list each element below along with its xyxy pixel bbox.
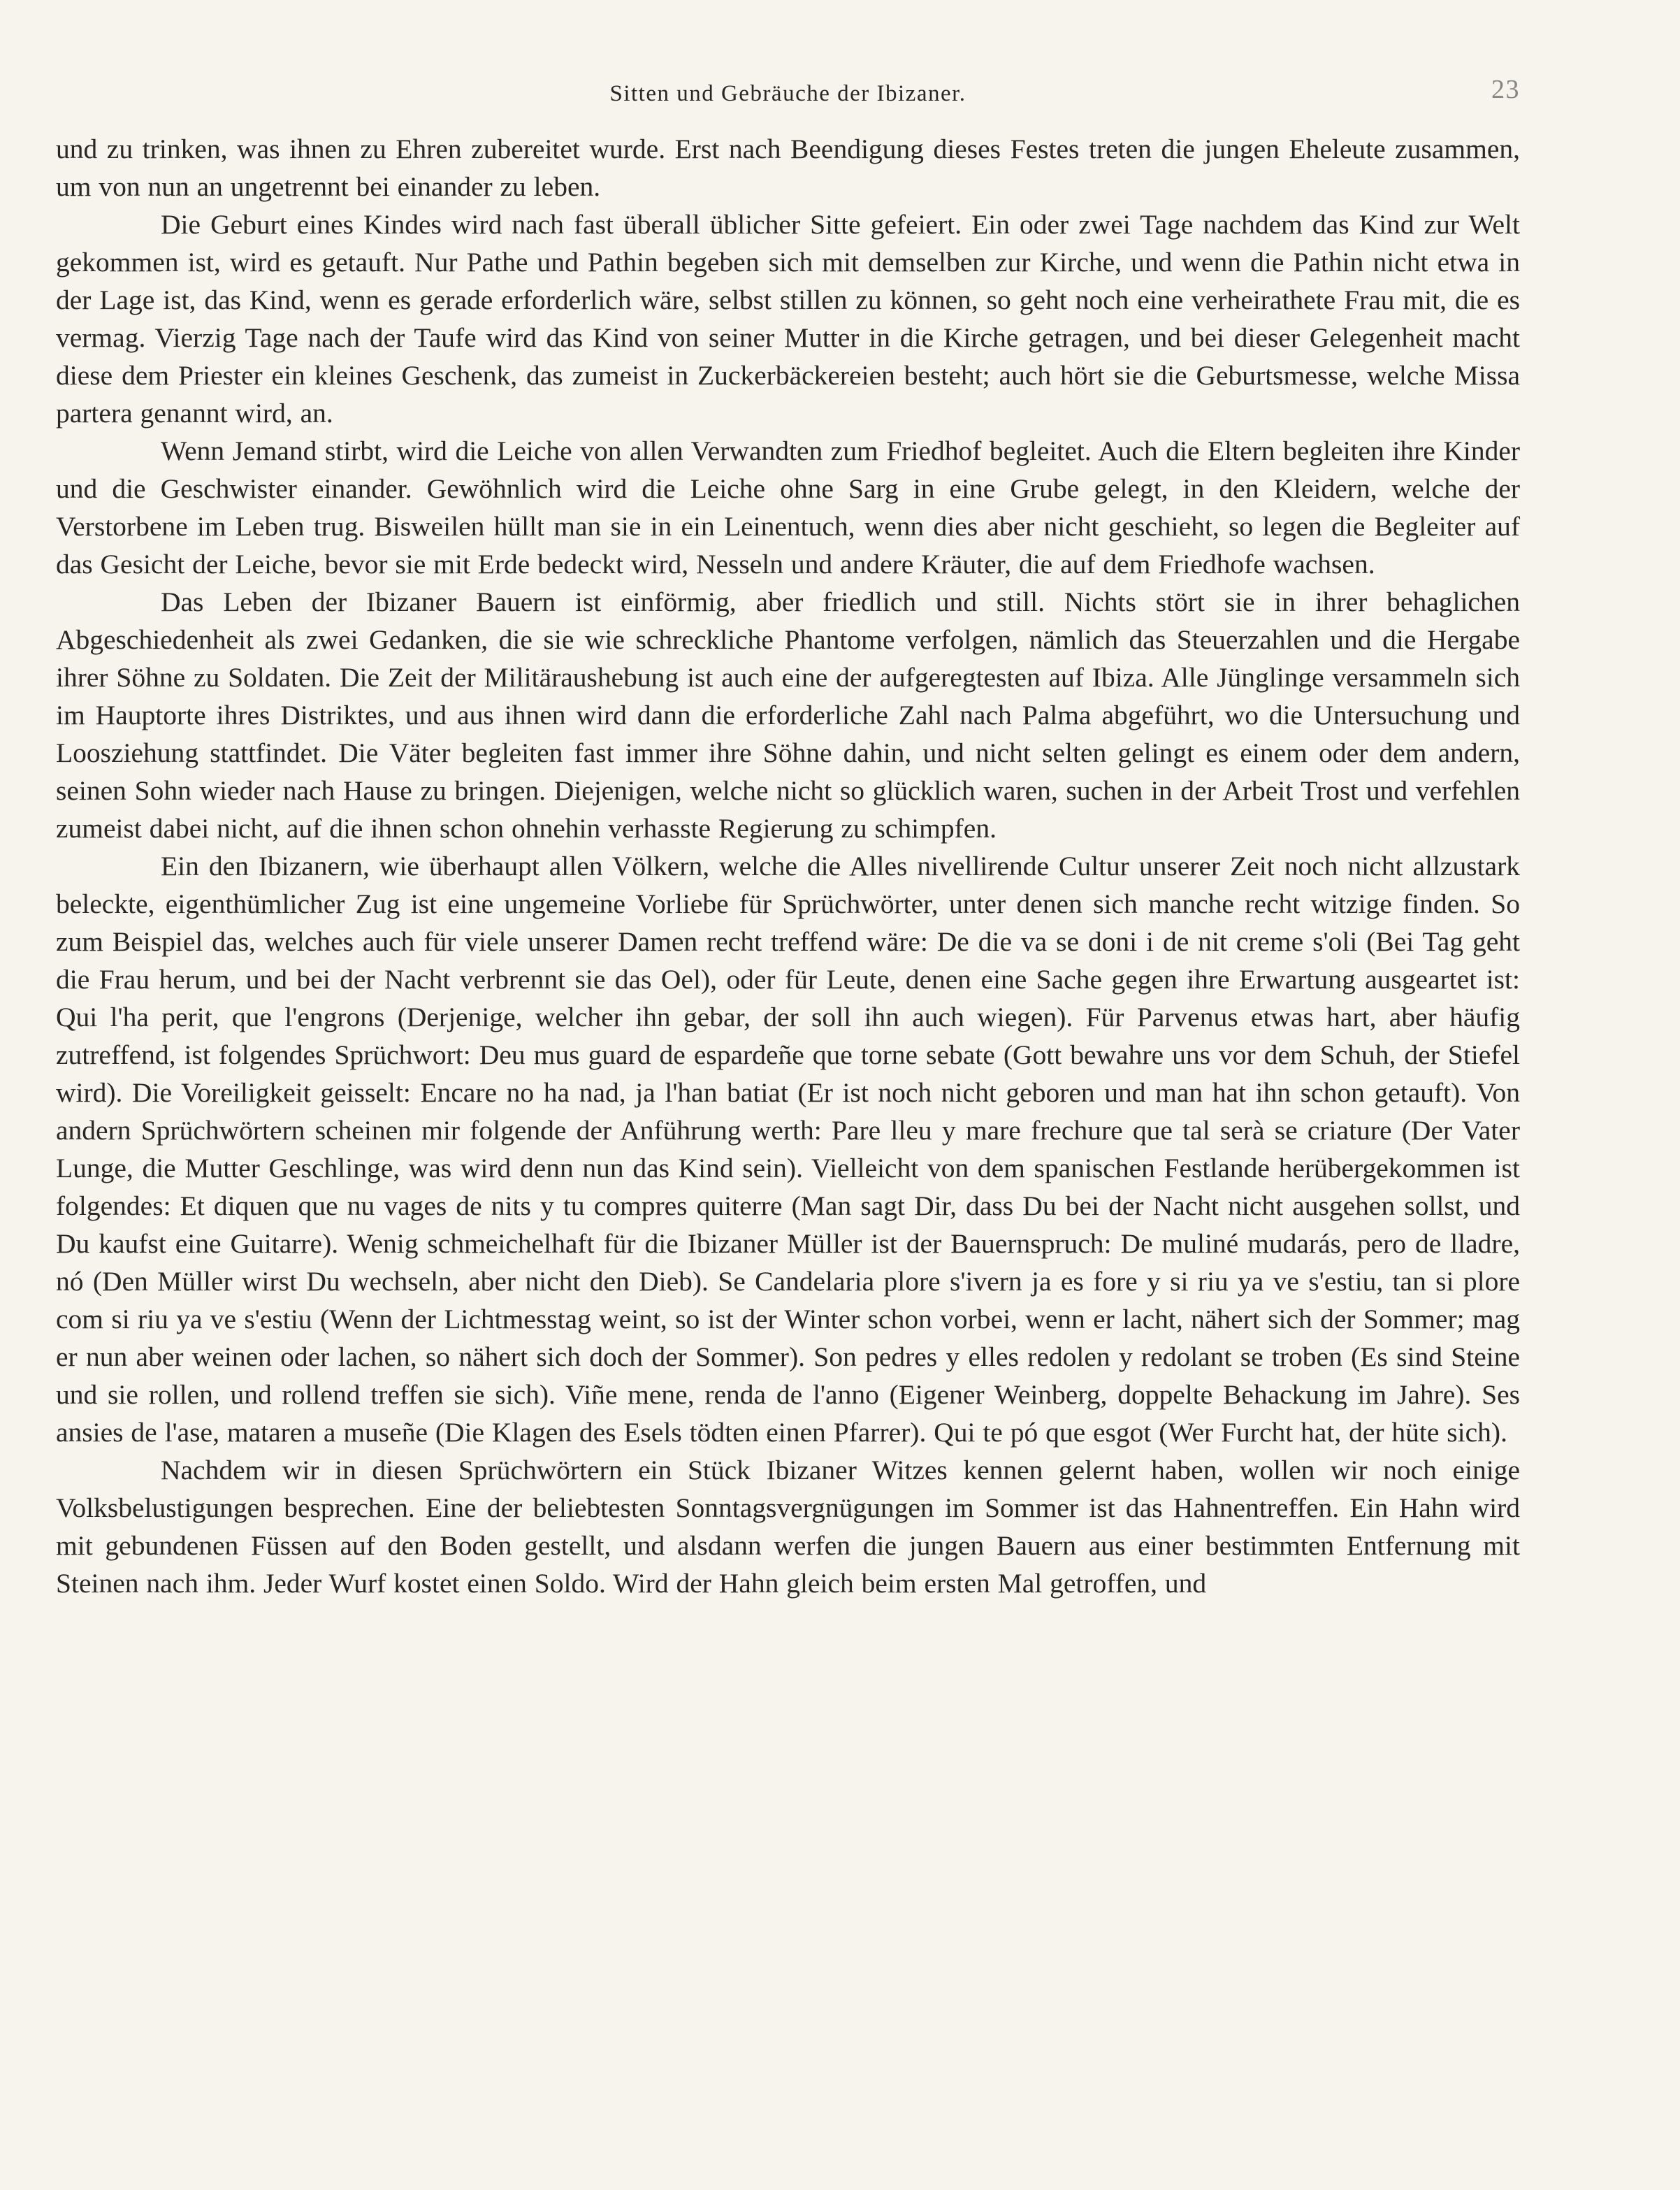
page-number: 23 [1491,75,1520,104]
paragraph-folk-amusements: Nachdem wir in diesen Sprüchwörtern ein Stück Ibizaner Witzes kennen gelernt haben, wollen wir noch einige Volksbelustigungen besprechen. Eine der beliebtesten Sonntagsvergnügungen im Sommer ist das Hahnentreffen. Ein Hahn wird mit gebundenen Füssen auf den Boden gestellt, und alsdann werfen die jungen Bauern aus einer bestimmten Entfernung mit Steinen nach ihm. Jeder Wurf kostet einen Soldo. Wird der Hahn gleich beim ersten Mal getroffen, und [56,1455,1520,1599]
paragraph-peasant-life: Das Leben der Ibizaner Bauern ist einförmig, aber friedlich und still. Nichts stört sie in ihrer behaglichen Abgeschiedenheit als zwei Gedanken, die sie wie schreckliche Phantome verfolgen, nämlich das Steuerzahlen und die Hergabe ihrer Söhne zu Soldaten. Die Zeit der Militäraushebung ist auch eine der aufgeregtesten auf Ibiza. Alle Jünglinge versammeln sich im Hauptorte ihres Distriktes, und aus ihnen wird dann die erforderliche Zahl nach Palma abgeführt, wo die Untersuchung und Loosziehung stattfindet. Die Väter begleiten fast immer ihre Söhne dahin, und nicht selten gelingt es einem oder dem andern, seinen Sohn wieder nach Hause zu bringen. Diejenigen, welche nicht so glücklich waren, suchen in der Arbeit Trost und verfehlen zumeist dabei nicht, auf die ihnen schon ohnehin verhasste Regierung zu schimpfen. [56,586,1520,844]
book-page [56,67,1520,1602]
running-header [56,67,1520,130]
body-text [56,130,1520,1602]
paragraph-funeral-customs: Wenn Jemand stirbt, wird die Leiche von allen Verwandten zum Friedhof begleitet. Auch die Eltern begleiten ihre Kinder und die Geschwister einander. Gewöhnlich wird die Leiche ohne Sarg in eine Grube gelegt, in den Kleidern, welche der Verstorbene im Leben trug. Bisweilen hüllt man sie in ein Leinentuch, wenn dies aber nicht geschieht, so legen die Begleiter auf das Gesicht der Leiche, bevor sie mit Erde bedeckt wird, Nesseln und andere Kräuter, die auf dem Friedhofe wachsen. [56,435,1520,579]
running-title: Sitten und Gebräuche der Ibizaner. [609,81,966,106]
paragraph-proverbs: Ein den Ibizanern, wie überhaupt allen Völkern, welche die Alles nivellirende Cultur unserer Zeit noch nicht allzustark beleckte, eigenthümlicher Zug ist eine ungemeine Vorliebe für Sprüchwörter, unter denen sich manche recht witzige finden. So zum Beispiel das, welches auch für viele unserer Damen recht treffend wäre: De die va se doni i de nit creme s'oli (Bei Tag geht die Frau herum, und bei der Nacht verbrennt sie das Oel), oder für Leute, denen eine Sache gegen ihre Erwartung ausgeartet ist: Qui l'ha perit, que l'engrons (Derjenige, welcher ihn gebar, der soll ihn auch wiegen). Für Parvenus etwas hart, aber häufig zutreffend, ist folgendes Sprüchwort: Deu mus guard de espardeñe que torne sebate (Gott bewahre uns vor dem Schuh, der Stiefel wird). Die Voreiligkeit geisselt: Encare no ha nad, ja l'han batiat (Er ist noch nicht geboren und man hat ihn schon getauft). Von andern Sprüchwörtern scheinen mir folgende der Anführung werth: Pare lleu y mare frechure que tal serà se criature (Der Vater Lunge, die Mutter Geschlinge, was wird denn nun das Kind sein). Vielleicht von dem spanischen Festlande herübergekommen ist folgendes: Et diquen que nu vages de nits y tu compres quiterre (Man sagt Dir, dass Du bei der Nacht nicht ausgehen sollst, und Du kaufst eine Guitarre). Wenig schmeichelhaft für die Ibizaner Müller ist der Bauernspruch: De muliné mudarás, pero de lladre, nó (Den Müller wirst Du wechseln, aber nicht den Dieb). Se Candelaria plore s'ivern ja es fore y si riu ya ve s'estiu, tan si plore com si riu ya ve s'estiu (Wenn der Lichtmesstag weint, so ist der Winter schon vorbei, wenn er lacht, nähert sich der Sommer; mag er nun aber weinen oder lachen, so nähert sich doch der Sommer). Son pedres y elles redolen y redolant se troben (Es sind Steine und sie rollen, und rollend treffen sie sich). Viñe mene, renda de l'anno (Eigener Weinberg, doppelte Behackung im Jahre). Ses ansies de l'ase, mataren a museñe (Die Klagen des Esels tödten einen Pfarrer). Qui te pó que esgot (Wer Furcht hat, der hüte sich). [56,851,1520,1448]
paragraph-continued: und zu trinken, was ihnen zu Ehren zubereitet wurde. Erst nach Beendigung dieses Festes treten die jungen Eheleute zusammen, um von nun an ungetrennt bei einander zu leben. [56,134,1520,202]
paragraph-birth-customs: Die Geburt eines Kindes wird nach fast überall üblicher Sitte gefeiert. Ein oder zwei Tage nachdem das Kind zur Welt gekommen ist, wird es getauft. Nur Pathe und Pathin begeben sich mit demselben zur Kirche, und wenn die Pathin nicht etwa in der Lage ist, das Kind, wenn es gerade erforderlich wäre, selbst stillen zu können, so geht noch eine verheirathete Frau mit, die es vermag. Vierzig Tage nach der Taufe wird das Kind von seiner Mutter in die Kirche getragen, und bei dieser Gelegenheit macht diese dem Priester ein kleines Geschenk, das zumeist in Zuckerbäckereien besteht; auch hört sie die Geburtsmesse, welche Missa partera genannt wird, an. [56,209,1520,428]
